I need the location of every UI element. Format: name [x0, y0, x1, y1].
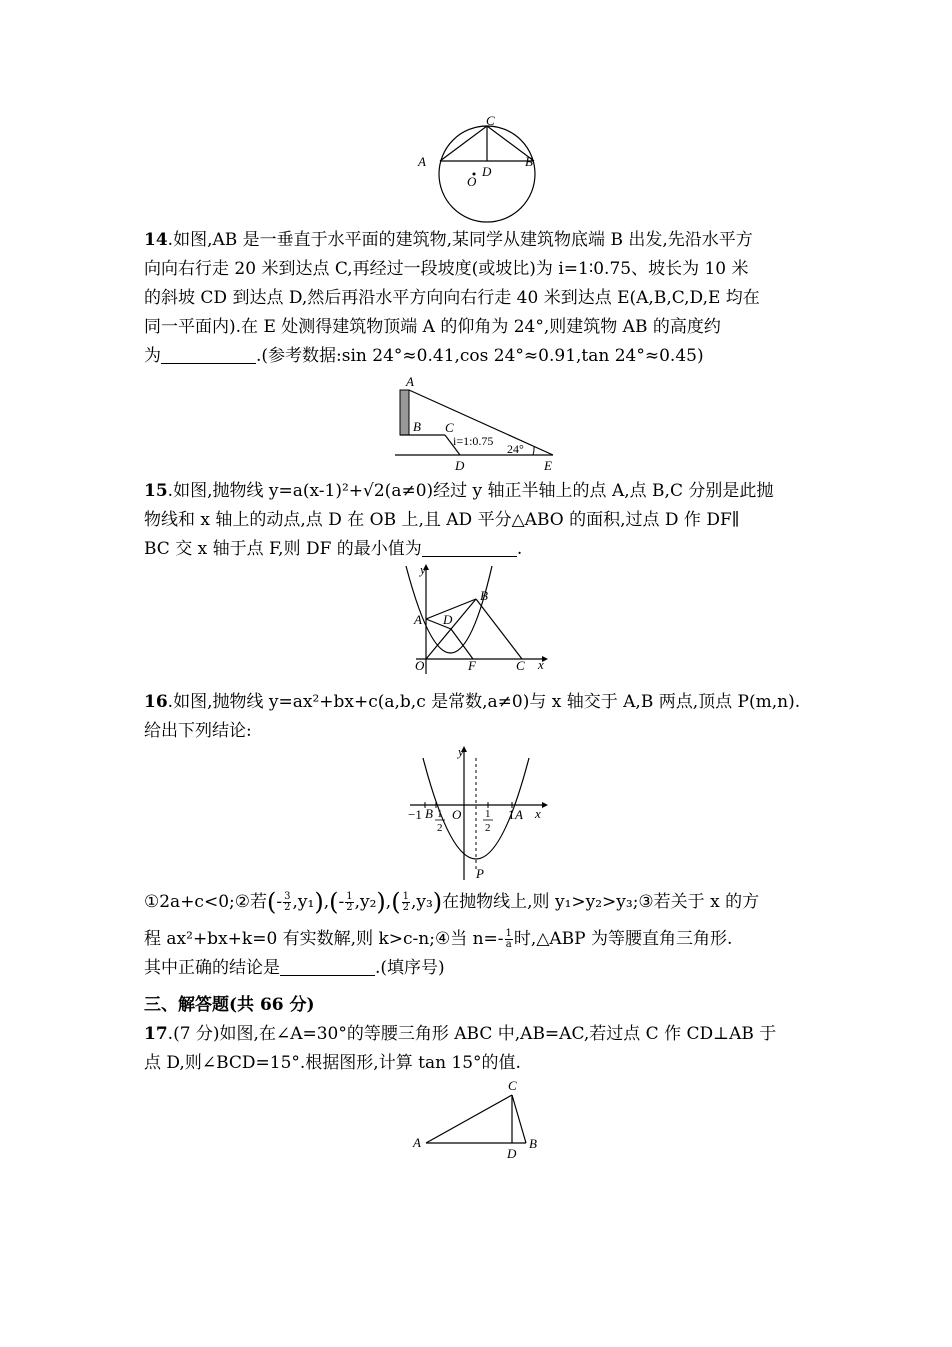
- triangle-diagram: [410, 1076, 550, 1162]
- label-b: B: [413, 419, 421, 434]
- label-c: C: [516, 658, 525, 673]
- question-number: 17: [144, 1024, 168, 1044]
- tick-minus-one: −1: [408, 807, 422, 822]
- label-o: O: [452, 807, 462, 822]
- answer-blank[interactable]: [422, 538, 517, 557]
- axis-x: x: [538, 657, 544, 672]
- circle-figure: [410, 112, 540, 224]
- triangle-figure: [410, 1076, 550, 1162]
- answer-blank[interactable]: [161, 345, 256, 364]
- section-heading: 三、解答题(共 66 分): [144, 995, 315, 1015]
- question-15: 15.如图,抛物线 y=a(x-1)²+√2(a≠0)经过 y 轴正半轴上的点 A,点 B,C 分别是此抛 物线和 x 轴上的动点,点 D 在 OB 上,且 AD 平分△ABO 的面积,过点 D 作 DF∥ BC 交 x 轴于点 F,则 DF 的最小值为 .: [144, 481, 774, 559]
- label-d: D: [455, 458, 465, 473]
- label-a: A: [414, 612, 422, 627]
- slope-diagram: [393, 374, 563, 474]
- label-e: E: [544, 458, 552, 473]
- tick-half-num: 1: [485, 808, 491, 820]
- label-b: B: [480, 588, 488, 603]
- question-number: 15: [144, 481, 168, 501]
- label-a: A: [418, 154, 426, 169]
- parabola-diagram-16: [406, 744, 556, 882]
- question-14: 14.如图,AB 是一垂直于水平面的建筑物,某同学从建筑物底端 B 出发,先沿水平方 向向右行走 20 米到达点 C,再经过一段坡度(或坡比)为 i=1∶0.75、坡长为 10 米 的斜坡 CD 到达点 D,然后再沿水平方向向右行走 40 米到达点 E(A,B,C,D,E 均在 同一平面内).在 E 处测得建筑物顶端 A 的仰角为 24°,则建筑物 AB 的高度约 为 .(参考数据:sin 24°≈0.41,cos 24°≈0.91,tan 24°≈0.45): [144, 230, 760, 366]
- angle-label: 24°: [507, 442, 524, 456]
- tick-neg-half-den: 2: [437, 822, 443, 834]
- label-a: A: [413, 1135, 421, 1150]
- axis-x: x: [535, 806, 541, 821]
- label-p: P: [476, 866, 484, 881]
- parabola-figure-15: [396, 562, 556, 674]
- circle-diagram: [410, 112, 540, 224]
- tick-one: 1: [508, 807, 515, 822]
- label-b: B: [525, 154, 533, 169]
- label-d: D: [482, 164, 492, 179]
- label-b: B: [529, 1136, 537, 1151]
- label-a: A: [515, 807, 523, 822]
- label-d: D: [443, 612, 453, 627]
- label-d: D: [507, 1146, 517, 1161]
- axis-y: y: [420, 562, 426, 577]
- label-c: C: [445, 420, 454, 435]
- tick-half-den: 2: [485, 822, 491, 834]
- question-16-intro: 16.如图,抛物线 y=ax²+bx+c(a,b,c 是常数,a≠0)与 x 轴交于 A,B 两点,顶点 P(m,n). 给出下列结论:: [144, 692, 801, 741]
- building-slope-figure: [393, 374, 563, 474]
- answer-blank[interactable]: [280, 957, 375, 976]
- label-b: B: [425, 806, 433, 821]
- question-17: 17.(7 分)如图,在∠A=30°的等腰三角形 ABC 中,AB=AC,若过点 C 作 CD⊥AB 于 点 D,则∠BCD=15°.根据图形,计算 tan 15°的值.: [144, 1024, 777, 1073]
- parabola-diagram-15: [396, 562, 556, 674]
- label-o: O: [415, 658, 425, 673]
- axis-y: y: [458, 744, 464, 759]
- label-c: C: [486, 113, 495, 128]
- label-a: A: [406, 374, 414, 389]
- slope-ratio: i=1:0.75: [453, 434, 494, 448]
- label-c: C: [508, 1078, 517, 1093]
- label-o: O: [467, 174, 477, 189]
- question-number: 14: [144, 230, 168, 250]
- label-f: F: [468, 658, 476, 673]
- question-number: 16: [144, 692, 168, 712]
- question-16-conclusions: ①2a+c<0;②若(- $\frac{3}{2}$ ,y₁),(- $\frac{1}{2}$ ,y₂),( $\frac{1}{2}$ ,y₃)在抛物线上,则 y₁>y₂>y₃;③若关于 x 的方 程 ax²+bx+k=0 有实数解,则 k>c-n;④当 n=- $\frac{1}{a}$ 时,△ABP 为等腰直角三角形. 其中正确的结论是 .(填序号): [144, 888, 760, 978]
- tick-neg-half-num: 1: [437, 808, 443, 820]
- parabola-figure-16: [406, 744, 556, 882]
